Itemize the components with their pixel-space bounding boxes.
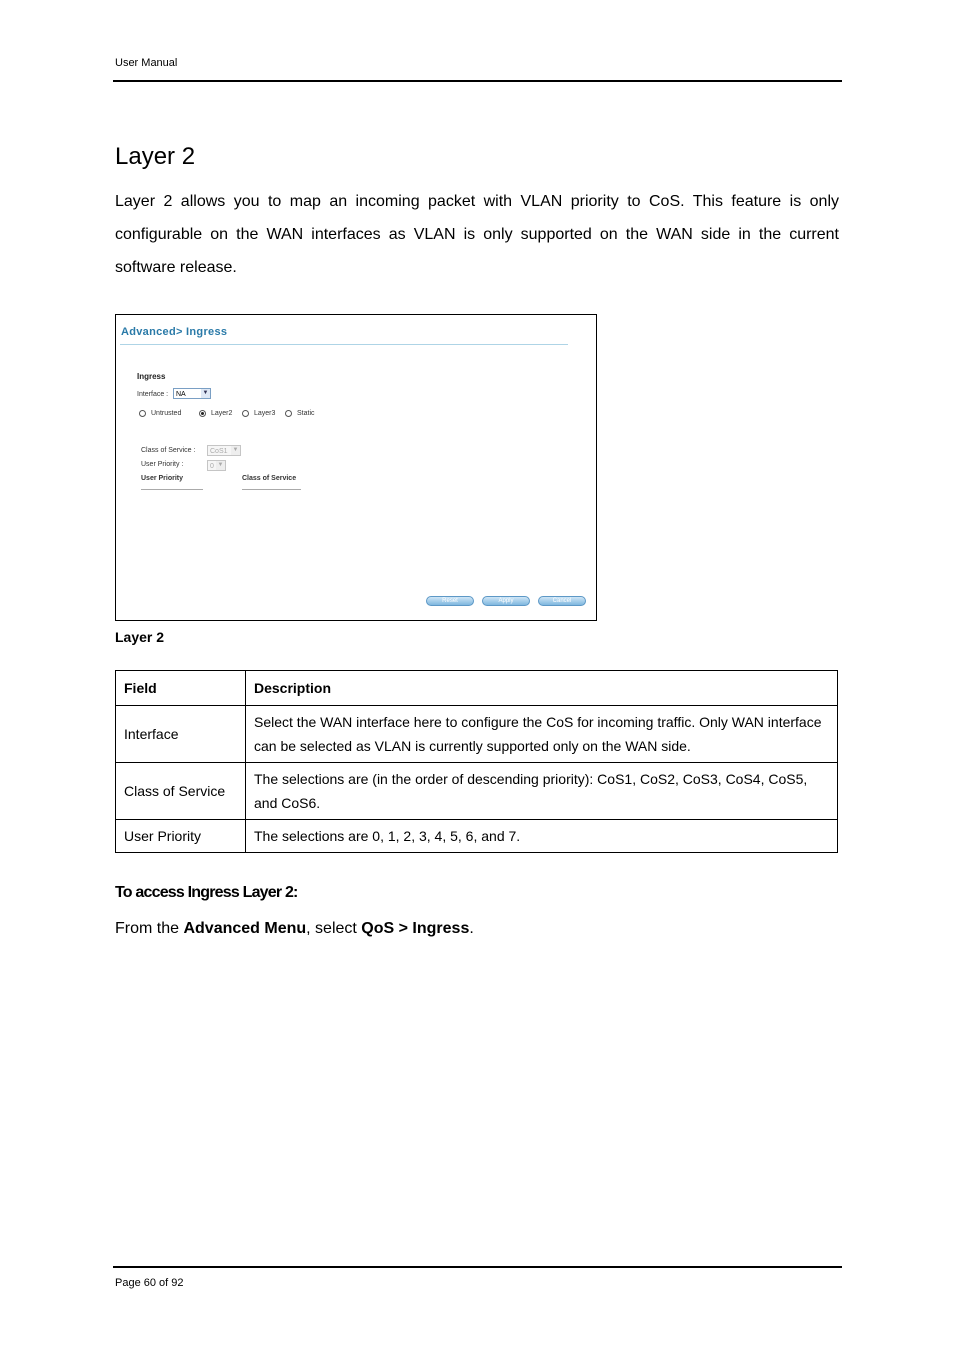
description-cell: The selections are 0, 1, 2, 3, 4, 5, 6, and 7. xyxy=(246,820,838,853)
column-header-description: Description xyxy=(246,671,838,706)
col-class-of-service: Class of Service xyxy=(242,475,297,482)
col-underline xyxy=(141,489,203,490)
intro-paragraph: Layer 2 allows you to map an incoming packet with VLAN priority to CoS. This feature is only configurable on the WAN interfaces as VLAN is only supported on the WAN side in the current software release. xyxy=(115,193,839,276)
interface-label: Interface : xyxy=(137,391,169,398)
table-header-row xyxy=(116,671,838,706)
breadcrumb-divider xyxy=(120,344,568,345)
field-cell: User Priority xyxy=(116,820,246,853)
radio-untrusted-label: Untrusted xyxy=(151,410,182,417)
cos-select-value: CoS1 xyxy=(210,448,228,455)
ingress-screenshot xyxy=(115,314,597,621)
apply-button[interactable]: Apply xyxy=(482,596,530,606)
priority-label: User Priority : xyxy=(141,461,184,468)
figure-caption: Layer 2 xyxy=(115,629,165,645)
field-description-table xyxy=(115,670,838,853)
table-row xyxy=(116,706,838,763)
radio-layer3-label: Layer3 xyxy=(254,410,276,417)
footer-rule xyxy=(113,1266,842,1268)
cancel-button[interactable]: Cancel xyxy=(538,596,586,606)
cos-select[interactable] xyxy=(207,445,241,456)
description-cell: Select the WAN interface here to configure the CoS for incoming traffic. Only WAN interface can be selected as VLAN is currently supported only on the WAN side. xyxy=(246,706,838,763)
interface-select-value: NA xyxy=(176,391,186,398)
chevron-down-icon: ▼ xyxy=(202,390,209,396)
access-subheading: To access Ingress Layer 2: xyxy=(115,884,298,901)
running-header: User Manual xyxy=(115,57,178,69)
access-instruction xyxy=(115,920,474,938)
section-heading: Layer 2 xyxy=(115,143,196,170)
header-rule xyxy=(113,80,842,82)
chevron-down-icon: ▼ xyxy=(217,462,224,468)
col-underline xyxy=(242,489,301,490)
radio-layer2-label: Layer2 xyxy=(211,410,233,417)
cos-label: Class of Service : xyxy=(141,447,196,454)
table-row xyxy=(116,763,838,820)
instruction-middle: , select xyxy=(306,920,362,937)
col-user-priority: User Priority xyxy=(141,475,184,482)
field-cell: Interface xyxy=(116,706,246,763)
instruction-suffix: . xyxy=(469,920,474,937)
radio-layer2[interactable] xyxy=(199,410,206,417)
description-cell: The selections are (in the order of descending priority): CoS1, CoS2, CoS3, CoS4, CoS5, and CoS6. xyxy=(246,763,838,820)
field-cell: Class of Service xyxy=(116,763,246,820)
breadcrumb: Advanced> Ingress xyxy=(121,326,228,338)
radio-untrusted[interactable] xyxy=(139,410,146,417)
radio-static[interactable] xyxy=(285,410,292,417)
priority-select[interactable] xyxy=(207,460,226,471)
menu-path-term: QoS > Ingress xyxy=(361,920,470,937)
instruction-prefix: From the xyxy=(115,920,184,937)
table-row xyxy=(116,820,838,853)
page-number: Page 60 of 92 xyxy=(115,1277,184,1289)
chevron-down-icon: ▼ xyxy=(232,447,239,453)
advanced-menu-term: Advanced Menu xyxy=(183,920,307,937)
ingress-group-title: Ingress xyxy=(137,372,166,381)
interface-select[interactable] xyxy=(173,388,211,399)
column-header-field: Field xyxy=(116,671,246,706)
reset-button[interactable]: Reset xyxy=(426,596,474,606)
radio-static-label: Static xyxy=(297,410,315,417)
radio-layer3[interactable] xyxy=(242,410,249,417)
priority-select-value: 0 xyxy=(210,463,214,470)
